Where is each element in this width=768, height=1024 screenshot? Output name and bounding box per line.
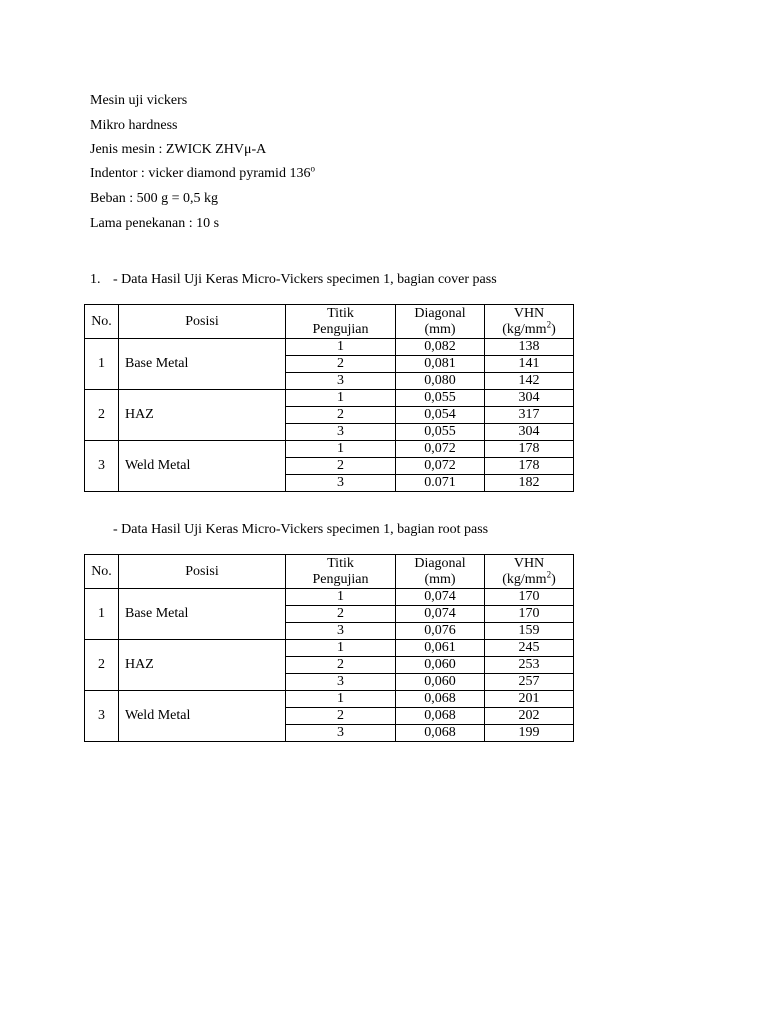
table-row bbox=[85, 339, 574, 356]
cell-titik: 2 bbox=[286, 657, 396, 674]
row-no: 1 bbox=[85, 589, 119, 640]
header-diagonal-line1: Diagonal bbox=[414, 305, 466, 321]
header-vhn-line1: VHN bbox=[513, 555, 545, 571]
header-titik-line1: Titik bbox=[327, 305, 354, 321]
cell-titik: 2 bbox=[286, 606, 396, 623]
header-titik-line1: Titik bbox=[327, 555, 354, 571]
cell-titik: 1 bbox=[286, 339, 396, 356]
section-1-title-text: - Data Hasil Uji Keras Micro-Vickers specimen 1, bagian cover pass bbox=[113, 272, 497, 287]
cell-titik: 3 bbox=[286, 623, 396, 640]
cell-diagonal: 0,055 bbox=[396, 424, 485, 441]
cell-titik: 2 bbox=[286, 458, 396, 475]
row-posisi: HAZ bbox=[119, 640, 286, 691]
cell-vhn: 178 bbox=[485, 458, 574, 475]
header-posisi: Posisi bbox=[119, 555, 286, 589]
cell-vhn: 159 bbox=[485, 623, 574, 640]
header-no: No. bbox=[85, 305, 119, 339]
header-vhn bbox=[485, 305, 574, 339]
cell-vhn: 304 bbox=[485, 390, 574, 407]
header-vhn-unit-close: ) bbox=[551, 321, 556, 337]
header-vhn-unit-sup: 2 bbox=[546, 318, 552, 329]
indentor-text bbox=[90, 163, 315, 182]
cell-titik: 3 bbox=[286, 373, 396, 390]
cell-vhn: 141 bbox=[485, 356, 574, 373]
cell-diagonal: 0,054 bbox=[396, 407, 485, 424]
header-titik-line2: Pengujian bbox=[312, 571, 369, 587]
header-diagonal-line2: (mm) bbox=[424, 571, 456, 587]
table-row bbox=[85, 589, 574, 606]
cell-titik: 1 bbox=[286, 589, 396, 606]
cell-vhn: 170 bbox=[485, 589, 574, 606]
cell-vhn: 245 bbox=[485, 640, 574, 657]
row-no: 2 bbox=[85, 640, 119, 691]
machine-type-text: Mesin uji vickers bbox=[90, 93, 188, 108]
table-row bbox=[85, 441, 574, 458]
cell-diagonal: 0.071 bbox=[396, 475, 485, 492]
header-posisi: Posisi bbox=[119, 305, 286, 339]
cell-diagonal: 0,068 bbox=[396, 725, 485, 742]
duration-text: Lama penekanan : 10 s bbox=[90, 216, 220, 231]
cell-vhn: 201 bbox=[485, 691, 574, 708]
row-posisi: HAZ bbox=[119, 390, 286, 441]
row-no: 2 bbox=[85, 390, 119, 441]
cell-titik: 3 bbox=[286, 725, 396, 742]
row-posisi: Base Metal bbox=[119, 589, 286, 640]
header-diagonal-line1: Diagonal bbox=[414, 555, 466, 571]
machine-model-text: Jenis mesin : ZWICK ZHVμ-A bbox=[90, 142, 267, 157]
cell-vhn: 304 bbox=[485, 424, 574, 441]
hardness-type-text: Mikro hardness bbox=[90, 118, 178, 133]
cell-diagonal: 0,074 bbox=[396, 606, 485, 623]
table-row bbox=[85, 691, 574, 708]
cell-titik: 3 bbox=[286, 424, 396, 441]
cell-diagonal: 0,080 bbox=[396, 373, 485, 390]
header-vhn-unit-sup: 2 bbox=[546, 568, 552, 579]
header-diagonal bbox=[396, 555, 485, 589]
section-1-title bbox=[90, 272, 497, 288]
header-vhn-unit: (kg/mm bbox=[502, 571, 547, 587]
section-1-number: 1. bbox=[90, 272, 101, 287]
cell-diagonal: 0,061 bbox=[396, 640, 485, 657]
header-diagonal-line2: (mm) bbox=[424, 321, 456, 337]
cell-vhn: 202 bbox=[485, 708, 574, 725]
cell-diagonal: 0,081 bbox=[396, 356, 485, 373]
cell-titik: 2 bbox=[286, 356, 396, 373]
row-posisi: Weld Metal bbox=[119, 691, 286, 742]
cell-diagonal: 0,072 bbox=[396, 458, 485, 475]
row-no: 1 bbox=[85, 339, 119, 390]
header-no: No. bbox=[85, 555, 119, 589]
cell-diagonal: 0,068 bbox=[396, 691, 485, 708]
row-posisi: Weld Metal bbox=[119, 441, 286, 492]
cell-titik: 1 bbox=[286, 441, 396, 458]
row-posisi: Base Metal bbox=[119, 339, 286, 390]
cell-vhn: 170 bbox=[485, 606, 574, 623]
header-titik bbox=[286, 555, 396, 589]
cell-vhn: 253 bbox=[485, 657, 574, 674]
cell-vhn: 138 bbox=[485, 339, 574, 356]
cell-vhn: 142 bbox=[485, 373, 574, 390]
header-vhn-unit: (kg/mm bbox=[502, 321, 547, 337]
root-pass-table bbox=[84, 554, 574, 742]
cell-titik: 3 bbox=[286, 674, 396, 691]
load-text: Beban : 500 g = 0,5 kg bbox=[90, 191, 219, 206]
header-titik-line2: Pengujian bbox=[312, 321, 369, 337]
cover-pass-table bbox=[84, 304, 574, 492]
cell-diagonal: 0,076 bbox=[396, 623, 485, 640]
table-row bbox=[85, 640, 574, 657]
cell-vhn: 257 bbox=[485, 674, 574, 691]
cell-titik: 2 bbox=[286, 708, 396, 725]
cell-vhn: 199 bbox=[485, 725, 574, 742]
cell-titik: 1 bbox=[286, 691, 396, 708]
header-vhn-unit-close: ) bbox=[551, 571, 556, 587]
cell-titik: 3 bbox=[286, 475, 396, 492]
cell-diagonal: 0,072 bbox=[396, 441, 485, 458]
cell-vhn: 317 bbox=[485, 407, 574, 424]
cell-titik: 1 bbox=[286, 640, 396, 657]
row-no: 3 bbox=[85, 441, 119, 492]
cell-vhn: 178 bbox=[485, 441, 574, 458]
header-titik bbox=[286, 305, 396, 339]
header-diagonal bbox=[396, 305, 485, 339]
cell-diagonal: 0,082 bbox=[396, 339, 485, 356]
row-no: 3 bbox=[85, 691, 119, 742]
indentor-label: Indentor : vicker diamond pyramid 136 bbox=[90, 166, 311, 181]
cell-diagonal: 0,068 bbox=[396, 708, 485, 725]
cell-diagonal: 0,074 bbox=[396, 589, 485, 606]
table-header-row bbox=[85, 305, 574, 339]
degree-superscript: o bbox=[310, 163, 315, 174]
table-row bbox=[85, 390, 574, 407]
cell-diagonal: 0,060 bbox=[396, 674, 485, 691]
table-header-row bbox=[85, 555, 574, 589]
cell-titik: 2 bbox=[286, 407, 396, 424]
cell-diagonal: 0,055 bbox=[396, 390, 485, 407]
cell-diagonal: 0,060 bbox=[396, 657, 485, 674]
section-2-title: - Data Hasil Uji Keras Micro-Vickers specimen 1, bagian root pass bbox=[113, 522, 489, 537]
cell-titik: 1 bbox=[286, 390, 396, 407]
header-vhn-line1: VHN bbox=[513, 305, 545, 321]
cell-vhn: 182 bbox=[485, 475, 574, 492]
header-vhn bbox=[485, 555, 574, 589]
